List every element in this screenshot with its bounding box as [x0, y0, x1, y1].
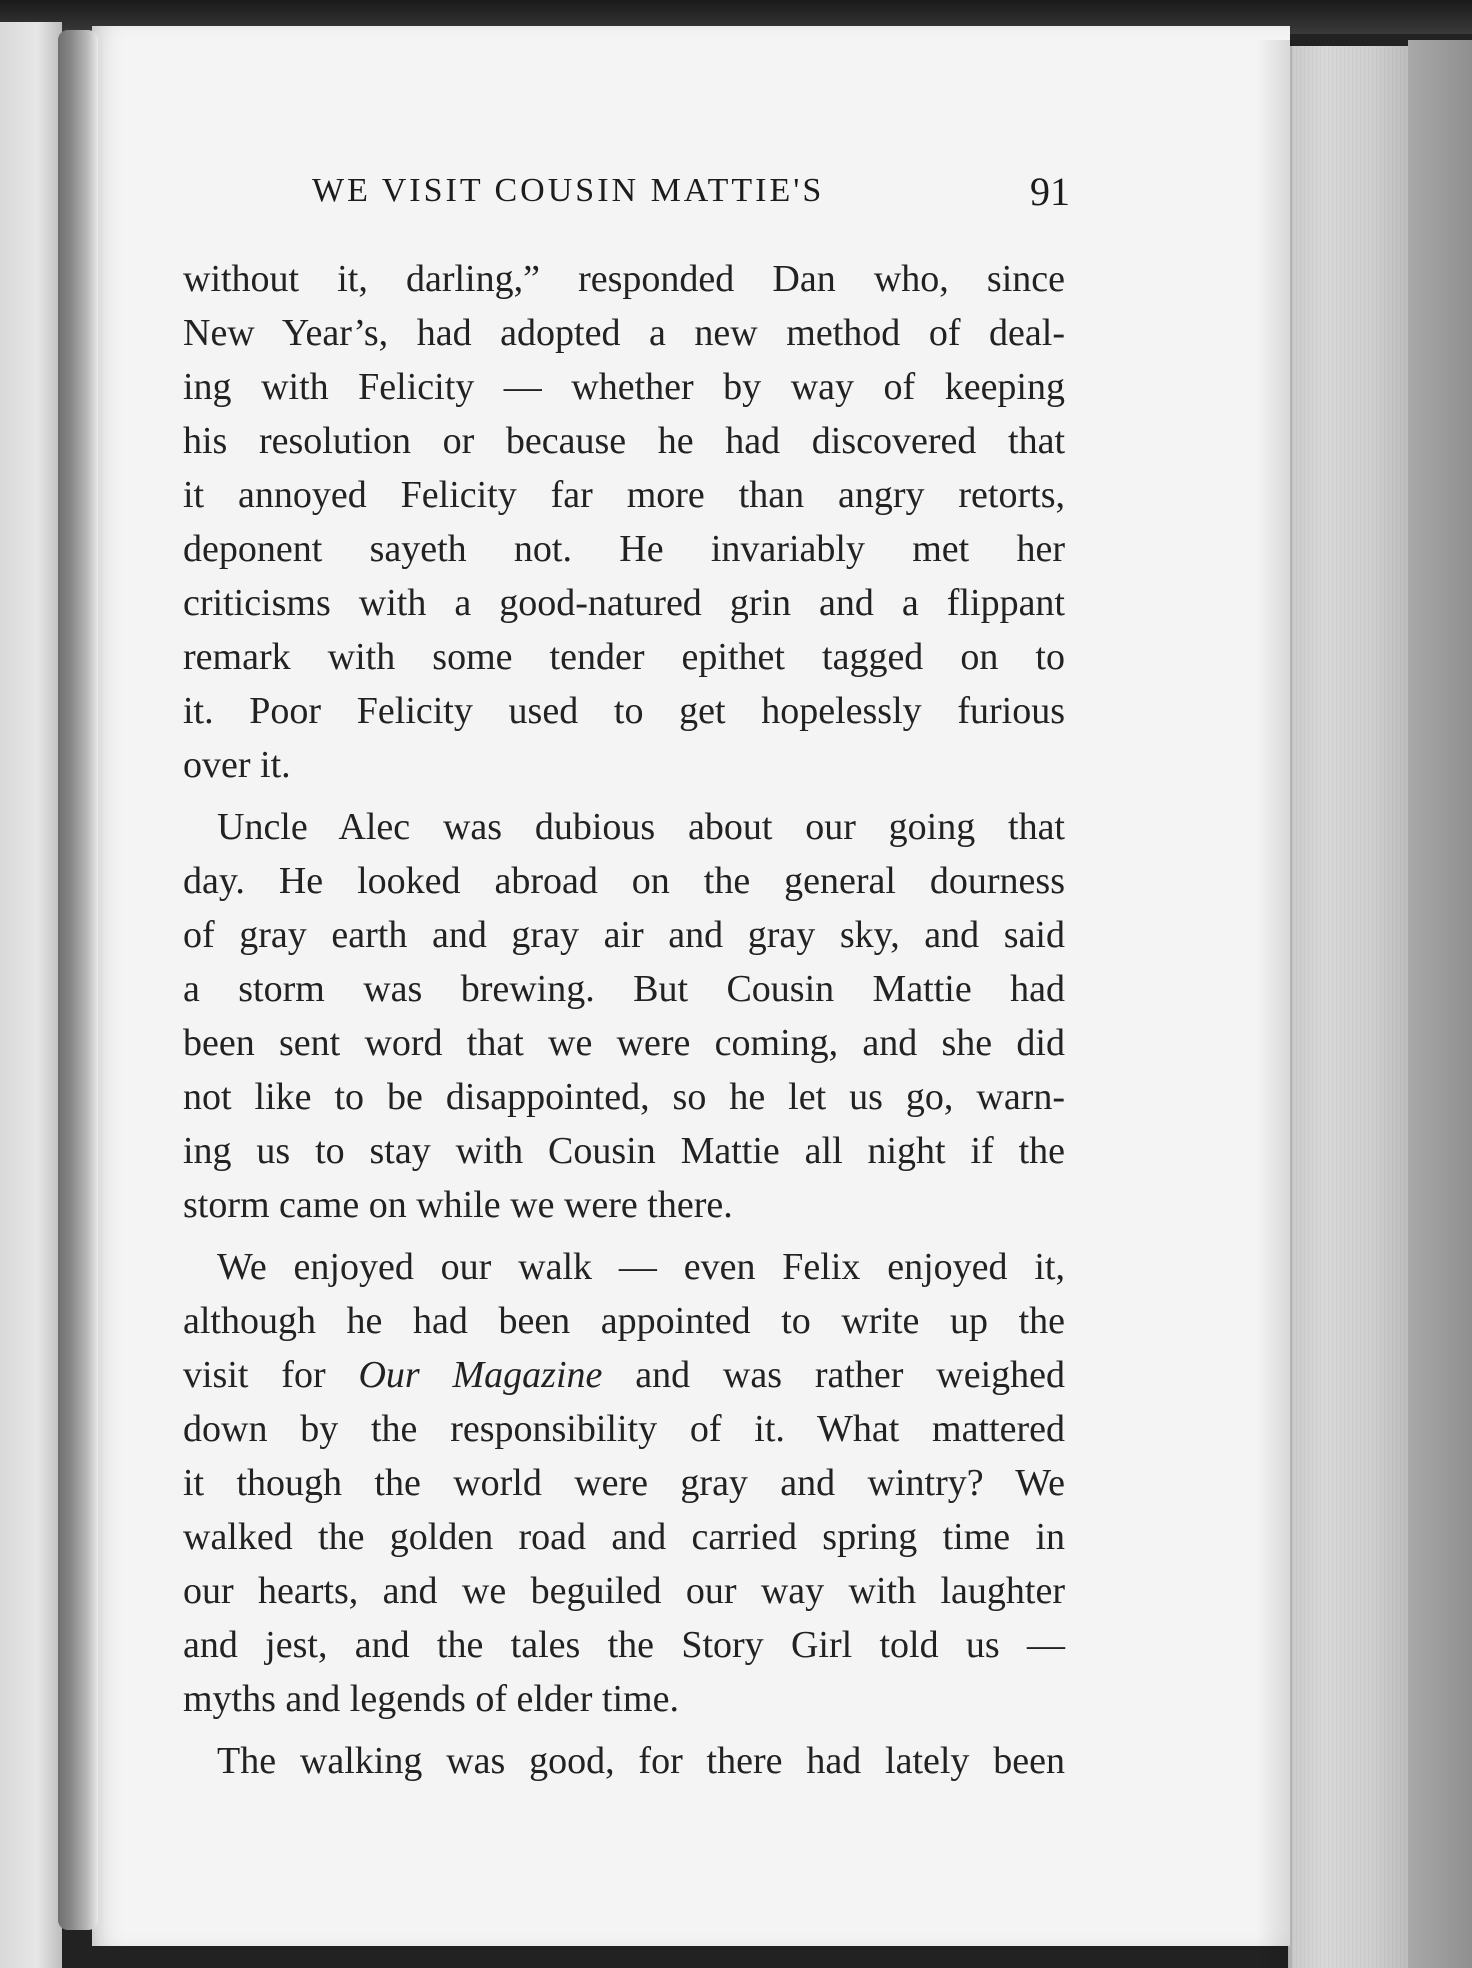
- paragraph-gap: [183, 792, 1065, 800]
- text-line: ing us to stay with Cousin Mattie all night if the: [183, 1130, 1065, 1172]
- text-line: it. Poor Felicity used to get hopelessly furious: [183, 690, 1065, 732]
- running-head: [312, 169, 1070, 232]
- text-line: Uncle Alec was dubious about our going that: [217, 806, 1065, 848]
- text-line: it though the world were gray and wintry? We: [183, 1462, 1065, 1504]
- italic-title: Our Magazine: [358, 1354, 603, 1396]
- page-edge-shadow: [1256, 40, 1292, 1968]
- text-line: not like to be disappointed, so he let us go, warn-: [183, 1076, 1065, 1118]
- text-line: walked the golden road and carried spring time in: [183, 1516, 1065, 1558]
- text-line: his resolution or because he had discovered that: [183, 420, 1065, 462]
- text-line: of gray earth and gray air and gray sky, and said: [183, 914, 1065, 956]
- text-line: day. He looked abroad on the general dourness: [183, 860, 1065, 902]
- text-line: remark with some tender epithet tagged on to: [183, 636, 1065, 678]
- background-right: [1408, 40, 1472, 1968]
- book-gutter: [58, 30, 98, 1930]
- paragraph-gap: [183, 1726, 1065, 1734]
- text-run: and was rather weighed: [602, 1354, 1065, 1396]
- paragraph: [183, 1240, 1065, 1726]
- text-line: [183, 1348, 1065, 1402]
- paragraph: [183, 1734, 1065, 1788]
- facing-page-edge: [0, 22, 62, 1968]
- running-title: WE VISIT COUSIN MATTIE'S: [312, 172, 825, 209]
- text-line: We enjoyed our walk — even Felix enjoyed it,: [217, 1246, 1065, 1288]
- text-line: ing with Felicity — whether by way of keeping: [183, 366, 1065, 408]
- paragraph: [183, 800, 1065, 1232]
- page-stack-edge: [1288, 46, 1408, 1968]
- text-line: The walking was good, for there had lately been: [217, 1740, 1065, 1782]
- text-line: myths and legends of elder time.: [183, 1678, 679, 1720]
- text-line: although he had been appointed to write up the: [183, 1300, 1065, 1342]
- text-line: it annoyed Felicity far more than angry retorts,: [183, 474, 1065, 516]
- page-number: 91: [1030, 169, 1070, 214]
- text-line: storm came on while we were there.: [183, 1184, 733, 1226]
- body-text: [183, 252, 1065, 1788]
- text-line: been sent word that we were coming, and she did: [183, 1022, 1065, 1064]
- paragraph-gap: [183, 1232, 1065, 1240]
- text-run: visit for: [183, 1354, 359, 1396]
- text-line: our hearts, and we beguiled our way with laughter: [183, 1570, 1065, 1612]
- text-line: New Year’s, had adopted a new method of deal-: [183, 312, 1065, 354]
- text-line: over it.: [183, 744, 291, 786]
- text-line: down by the responsibility of it. What mattered: [183, 1408, 1065, 1450]
- text-line: and jest, and the tales the Story Girl told us —: [183, 1624, 1065, 1666]
- text-line: criticisms with a good-natured grin and a flippant: [183, 582, 1065, 624]
- paragraph: [183, 252, 1065, 792]
- text-line: deponent sayeth not. He invariably met her: [183, 528, 1065, 570]
- text-line: without it, darling,” responded Dan who, since: [183, 258, 1065, 300]
- text-line: a storm was brewing. But Cousin Mattie had: [183, 968, 1065, 1010]
